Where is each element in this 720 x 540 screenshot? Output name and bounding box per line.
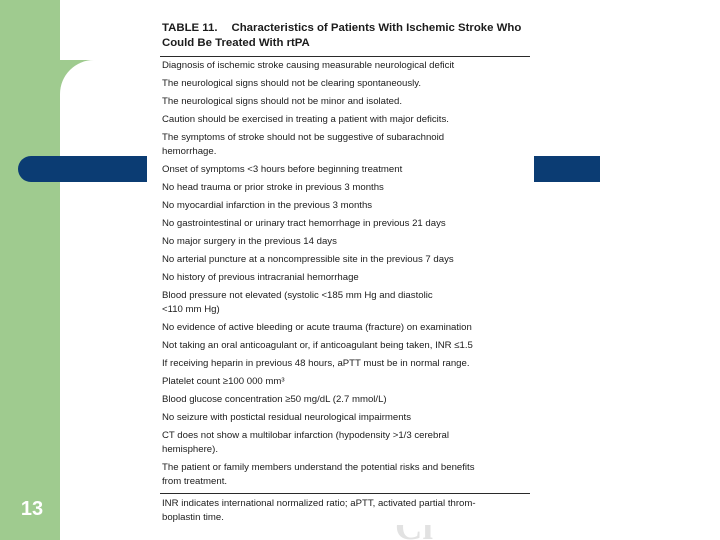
table-image xyxy=(147,15,534,525)
criterion-item: The patient or family members understand the potential risks and benefits from treatment. xyxy=(162,462,475,487)
criterion-item: No gastrointestinal or urinary tract hemorrhage in previous 21 days xyxy=(162,218,446,229)
criterion-item: No evidence of active bleeding or acute trauma (fracture) on examination xyxy=(162,322,472,333)
criterion-item: CT does not show a multilobar infarction (hypodensity >1/3 cerebral hemisphere). xyxy=(162,430,449,455)
table-top-rule xyxy=(160,56,530,57)
table-title xyxy=(162,21,532,51)
criterion-item: No arterial puncture at a noncompressible site in the previous 7 days xyxy=(162,254,454,265)
slide-number: 13 xyxy=(20,498,44,520)
criterion-item: Blood pressure not elevated (systolic <185 mm Hg and diastolic <110 mm Hg) xyxy=(162,290,433,315)
criterion-item: No history of previous intracranial hemorrhage xyxy=(162,272,359,283)
criterion-item: Blood glucose concentration ≥50 mg/dL (2.7 mmol/L) xyxy=(162,394,387,405)
criterion-item: Not taking an oral anticoagulant or, if anticoagulant being taken, INR ≤1.5 xyxy=(162,340,473,351)
criterion-item: Diagnosis of ischemic stroke causing measurable neurological deficit xyxy=(162,60,455,71)
criterion-item: No head trauma or prior stroke in previous 3 months xyxy=(162,182,384,193)
table-number: TABLE 11. xyxy=(162,22,218,34)
slide-sidebar xyxy=(0,0,60,540)
criterion-item: Platelet count ≥100 000 mm³ xyxy=(162,376,285,387)
table-bottom-rule xyxy=(160,493,530,494)
criterion-item: No myocardial infarction in the previous 3 months xyxy=(162,200,373,211)
criterion-item: The symptoms of stroke should not be suggestive of subarachnoid hemorrhage. xyxy=(162,132,445,157)
table-title-text: Characteristics of Patients With Ischemic Stroke Who Could Be Treated With rtPA xyxy=(162,22,522,49)
criterion-item: Caution should be exercised in treating a patient with major deficits. xyxy=(162,114,449,125)
criterion-item: No seizure with postictal residual neurological impairments xyxy=(162,412,412,423)
criterion-item: Onset of symptoms <3 hours before beginning treatment xyxy=(162,164,403,175)
criterion-item: The neurological signs should not be minor and isolated. xyxy=(162,96,402,107)
table-footnote: INR indicates international normalized ratio; aPTT, activated partial throm- boplastin time. xyxy=(162,498,476,523)
criterion-item: The neurological signs should not be clearing spontaneously. xyxy=(162,78,422,89)
criterion-item: If receiving heparin in previous 48 hours, aPTT must be in normal range. xyxy=(162,358,470,369)
slide-content-area xyxy=(60,60,150,540)
criterion-item: No major surgery in the previous 14 days xyxy=(162,236,337,247)
